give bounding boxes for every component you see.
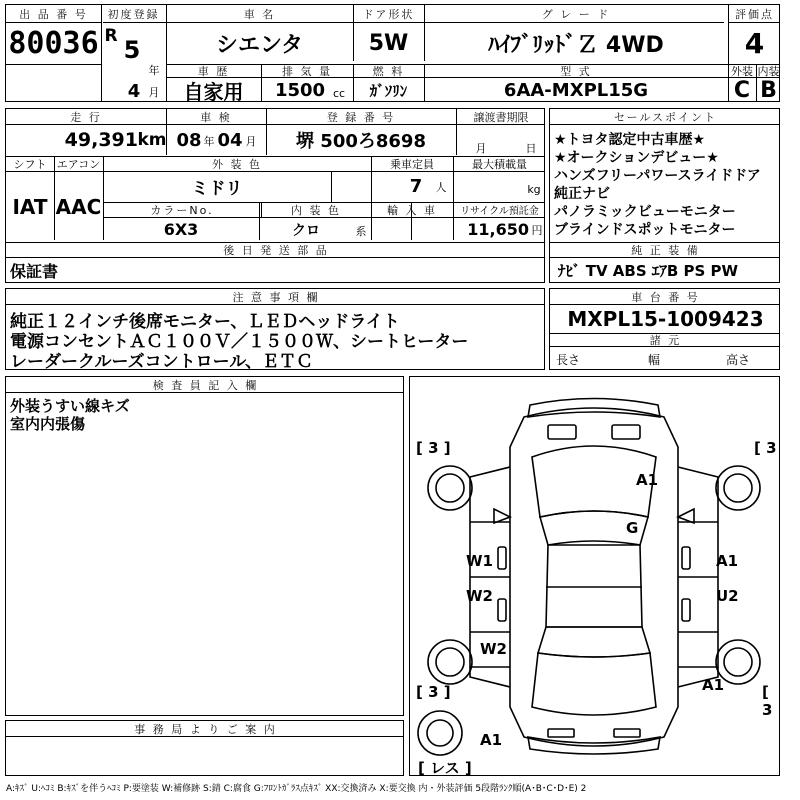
score-label: 評価点 — [735, 7, 774, 21]
registration-year: 5 — [123, 36, 141, 64]
exterior-color-label: 外 装 色 — [212, 157, 262, 171]
damage-right-front-door: A1 — [716, 552, 739, 570]
grade: ﾊｲﾌﾞﾘｯﾄﾞＺ 4WD — [488, 32, 664, 58]
damage-rear-right: A1 — [702, 676, 725, 694]
later-parts-label: 後 日 発 送 部 品 — [223, 243, 329, 257]
spare-tire: [ レス ] — [418, 759, 472, 777]
history-label: 車 歴 — [197, 64, 230, 78]
lot-label: 出 品 番 号 — [19, 7, 88, 21]
interior-color-label: 内 装 色 — [291, 203, 341, 217]
grade-label: グ レ ー ド — [541, 7, 611, 21]
registration-month: 4 — [127, 80, 141, 102]
month-unit: 月 — [148, 86, 160, 99]
model-code: 6AA-MXPL15G — [503, 79, 649, 101]
color-no-label: カラーNo. — [150, 203, 214, 217]
sales-point-item: ★トヨタ認定中古車歴★ — [554, 132, 706, 148]
door-type: 5W — [368, 30, 409, 56]
car-diagram — [410, 377, 778, 774]
vehicle-detail-box — [5, 108, 545, 283]
damage-left-rear-door: W2 — [466, 587, 493, 605]
note-line: 電源コンセントＡＣ１００Ｖ／１５００Ｗ、シートヒーター — [10, 332, 469, 352]
inspector-note: 室内内張傷 — [10, 415, 86, 433]
damage-hood: A1 — [636, 471, 659, 489]
interior-color-unit: 系 — [355, 225, 367, 238]
transfer-day-unit: 日 — [525, 142, 537, 155]
damage-left-front-door: W1 — [466, 552, 493, 570]
import-label: 輸 入 車 — [387, 203, 437, 217]
sales-point-item: ★オークションデビュー★ — [554, 150, 719, 166]
tire-rear-left: [ 3 ] — [416, 683, 451, 701]
length-label: 長さ — [556, 352, 581, 367]
year-unit: 年 — [148, 64, 160, 77]
dimensions-label: 諸 元 — [649, 333, 682, 347]
interior-label: 内装 — [757, 64, 780, 78]
height-label: 高さ — [726, 352, 751, 367]
damage-windshield: G — [626, 519, 639, 537]
door-label: ドア形状 — [362, 7, 415, 21]
recycle-unit: 円 — [531, 224, 543, 237]
inspection-label: 車 検 — [200, 110, 232, 124]
mileage: 49,391 — [64, 129, 138, 151]
color-number: 6X3 — [163, 220, 199, 239]
displacement: 1500 — [274, 79, 326, 101]
max-load-label: 最大積載量 — [472, 157, 527, 171]
damage-diagram-box — [409, 376, 780, 776]
notes-box — [5, 288, 545, 370]
damage-rear-bumper: A1 — [480, 731, 503, 749]
capacity: 7 — [409, 176, 423, 197]
plate-number: 堺 500ろ8698 — [296, 131, 426, 152]
history: 自家用 — [183, 79, 244, 104]
capacity-unit: 人 — [435, 181, 447, 194]
fuel-label: 燃 料 — [372, 64, 405, 78]
damage-right-rear-door: U2 — [716, 587, 739, 605]
transfer-month-unit: 月 — [475, 142, 487, 155]
ac-label: エアコン — [56, 157, 101, 171]
exterior-label: 外装 — [731, 64, 753, 78]
shift-label: シフト — [13, 157, 47, 171]
inspection-month-unit: 月 — [245, 135, 257, 148]
inspection-year: 08 — [176, 129, 202, 151]
chassis-box — [549, 288, 780, 370]
equipment: ﾅﾋﾞ TV ABS ｴｱB PS PW — [558, 261, 739, 280]
air-conditioner: AAC — [55, 194, 102, 219]
displacement-label: 排 気 量 — [282, 64, 332, 78]
office-label: 事 務 局 よ り ご 案 内 — [134, 722, 277, 736]
sales-point-item: パノラミックビューモニター — [554, 204, 736, 220]
notes-label: 注 意 事 項 欄 — [232, 290, 320, 304]
tire-front-right: [ 3 — [754, 439, 777, 457]
max-load-unit: kg — [527, 182, 541, 196]
car-name: シエンタ — [215, 32, 304, 58]
office-box — [5, 720, 404, 776]
era: R — [104, 26, 118, 46]
sales-point-item: 純正ナビ — [554, 186, 610, 202]
interior-color: クロ — [292, 222, 320, 239]
lot-number: 80036 — [8, 25, 99, 61]
sales-points-label: セールスポイント — [613, 110, 717, 124]
inspection-year-unit: 年 — [203, 135, 215, 148]
plate-label: 登 録 番 号 — [326, 110, 396, 124]
car-name-label: 車 名 — [243, 7, 276, 21]
vehicle-info-box — [5, 4, 780, 102]
mileage-unit: km — [137, 130, 167, 150]
exterior-grade: C — [733, 77, 751, 103]
later-parts: 保証書 — [10, 261, 59, 281]
inspection-month: 04 — [217, 129, 243, 151]
overall-score: 4 — [744, 26, 765, 60]
fuel: ｶﾞｿﾘﾝ — [369, 81, 408, 100]
damage-left-quarter: W2 — [480, 640, 507, 658]
equipment-label: 純 正 装 備 — [631, 243, 700, 257]
inspector-label: 検 査 員 記 入 欄 — [152, 378, 259, 392]
legend: A:ｷｽﾞ U:ﾍｺﾐ B:ｷｽﾞを伴うﾍｺﾐ P:要塗装 W:補修跡 S:錆 C:腐食 G:ﾌﾛﾝﾄｶﾞﾗｽ点ｷｽﾞ XX:交換済み X:要交換 内・外装評価 5段階ﾗﾝｸ順(A･B･C･D･E) 2 — [6, 784, 587, 794]
mileage-label: 走 行 — [70, 110, 102, 124]
chassis-label: 車 台 番 号 — [631, 290, 700, 304]
inspector-box — [5, 376, 404, 716]
transfer-deadline-label: 譲渡書期限 — [473, 110, 529, 124]
model-label: 型 式 — [560, 64, 592, 78]
recycle-label: リサイクル預託金 — [460, 206, 539, 217]
note-line: レーダークルーズコントロール、ＥＴＣ — [10, 352, 313, 372]
inspector-note: 外装うすい線キズ — [10, 397, 130, 415]
interior-grade: B — [760, 77, 777, 103]
recycle-deposit: 11,650 — [467, 220, 529, 239]
sales-point-item: ブラインドスポットモニター — [554, 222, 736, 238]
note-line: 純正１２インチ後席モニター、ＬＥＤヘッドライト — [10, 312, 400, 332]
chassis-number: MXPL15-1009423 — [567, 306, 764, 331]
shift: IAT — [12, 194, 48, 219]
displacement-unit: cc — [332, 86, 346, 100]
tire-rear-right: [ 3 — [762, 683, 773, 719]
sales-points-box — [549, 108, 780, 283]
sales-point-item: ハンズフリーパワースライドドア — [554, 168, 761, 184]
first-registration-label: 初度登録 — [107, 7, 160, 21]
tire-front-left: [ 3 ] — [416, 439, 451, 457]
exterior-color: ミドリ — [191, 179, 243, 199]
width-label: 幅 — [648, 352, 661, 367]
capacity-label: 乗車定員 — [390, 157, 434, 171]
